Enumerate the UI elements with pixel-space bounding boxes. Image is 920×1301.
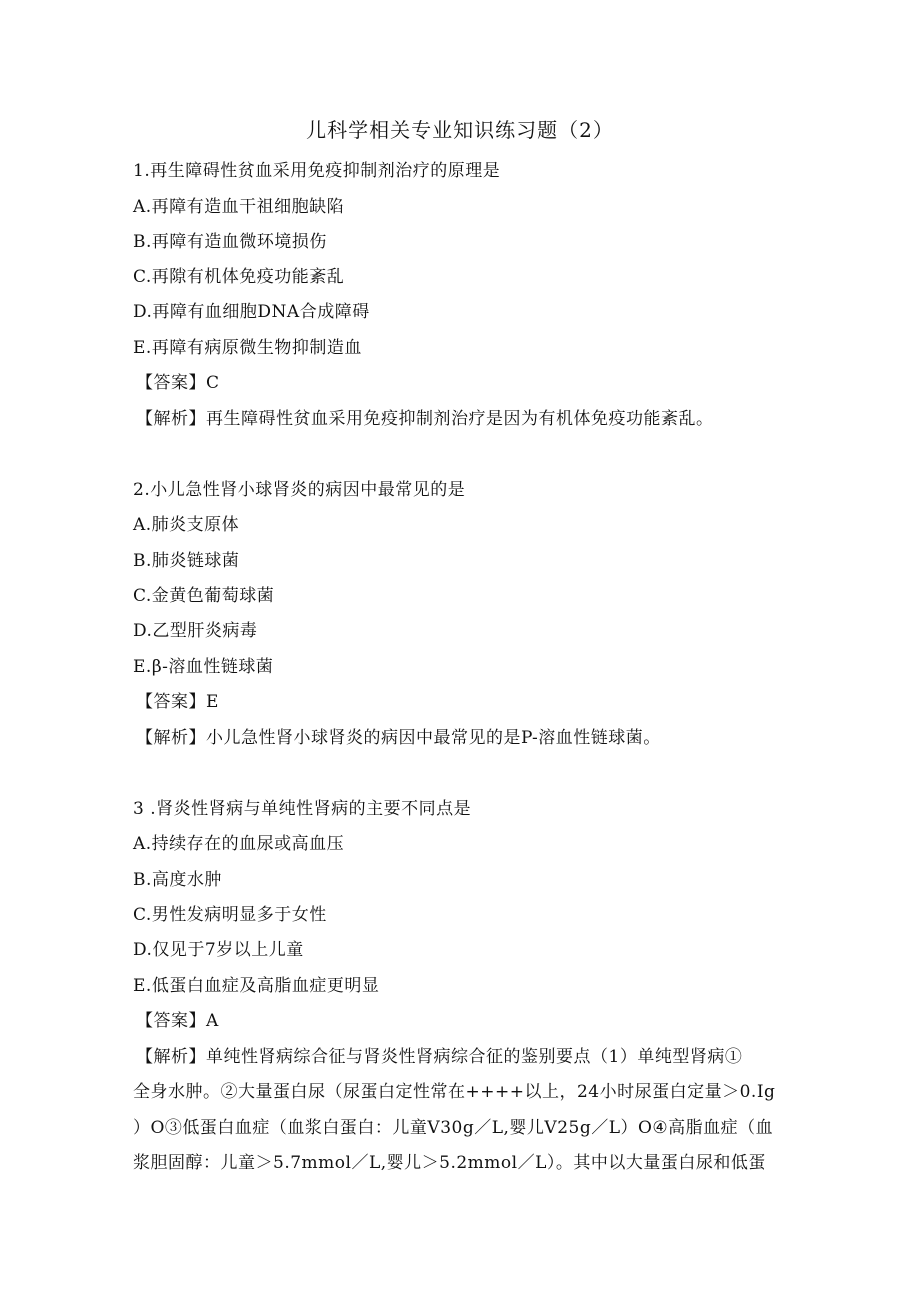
question-1-answer: 【答案】C <box>136 373 220 393</box>
question-1-option-e: E.再障有病原微生物抑制造血 <box>133 338 362 358</box>
question-3-explanation-line-4: 浆胆固醇：儿童＞5.7mmol／L,婴儿＞5.2mmol／L）。其中以大量蛋白尿和低蛋 <box>133 1153 766 1173</box>
question-1-option-b: B.再障有造血微环境损伤 <box>133 232 327 252</box>
question-1-option-d: D.再障有血细胞DNA合成障碍 <box>133 302 370 322</box>
question-3-explanation-line-2: 全身水肿。②大量蛋白尿（尿蛋白定性常在++++以上，24小时尿蛋白定量＞0.Ig <box>133 1082 776 1102</box>
document-title: 儿科学相关专业知识练习题（2） <box>306 118 614 142</box>
question-3-explanation-line-3: ）O③低蛋白血症（血浆白蛋白：儿童V30g／L,婴儿V25g／L）O④高脂血症（血 <box>133 1118 774 1138</box>
question-1-stem: 1.再生障碍性贫血采用免疫抑制剂治疗的原理是 <box>133 161 501 181</box>
question-3-option-a: A.持续存在的血尿或高血压 <box>133 834 345 854</box>
question-2-option-a: A.肺炎支原体 <box>133 515 240 535</box>
question-3-option-c: C.男性发病明显多于女性 <box>133 905 327 925</box>
question-3-stem: 3 .肾炎性肾病与单纯性肾病的主要不同点是 <box>133 799 472 819</box>
question-2-stem: 2.小儿急性肾小球肾炎的病因中最常见的是 <box>133 480 466 500</box>
question-2-answer: 【答案】E <box>136 692 219 712</box>
question-3-option-e: E.低蛋白血症及高脂血症更明显 <box>133 976 380 996</box>
question-1-option-c: C.再隙有机体免疫功能紊乱 <box>133 267 345 287</box>
question-2-option-c: C.金黄色葡萄球菌 <box>133 586 275 606</box>
question-3-option-b: B.高度水肿 <box>133 870 222 890</box>
question-3-option-d: D.仅见于7岁以上儿童 <box>133 940 304 960</box>
question-2-explanation: 【解析】小儿急性肾小球肾炎的病因中最常见的是P-溶血性链球菌。 <box>136 728 661 748</box>
question-2-option-d: D.乙型肝炎病毒 <box>133 621 258 641</box>
question-1-option-a: A.再障有造血干祖细胞缺陷 <box>133 197 345 217</box>
question-1-explanation: 【解析】再生障碍性贫血采用免疫抑制剂治疗是因为有机体免疫功能紊乱。 <box>136 409 714 429</box>
question-2-option-e: E.β-溶血性链球菌 <box>133 657 274 677</box>
question-3-explanation-line-1: 【解析】单纯性肾病综合征与肾炎性肾病综合征的鉴别要点（1）单纯型肾病① <box>136 1047 743 1067</box>
question-3-answer: 【答案】A <box>136 1011 219 1031</box>
question-2-option-b: B.肺炎链球菌 <box>133 551 240 571</box>
